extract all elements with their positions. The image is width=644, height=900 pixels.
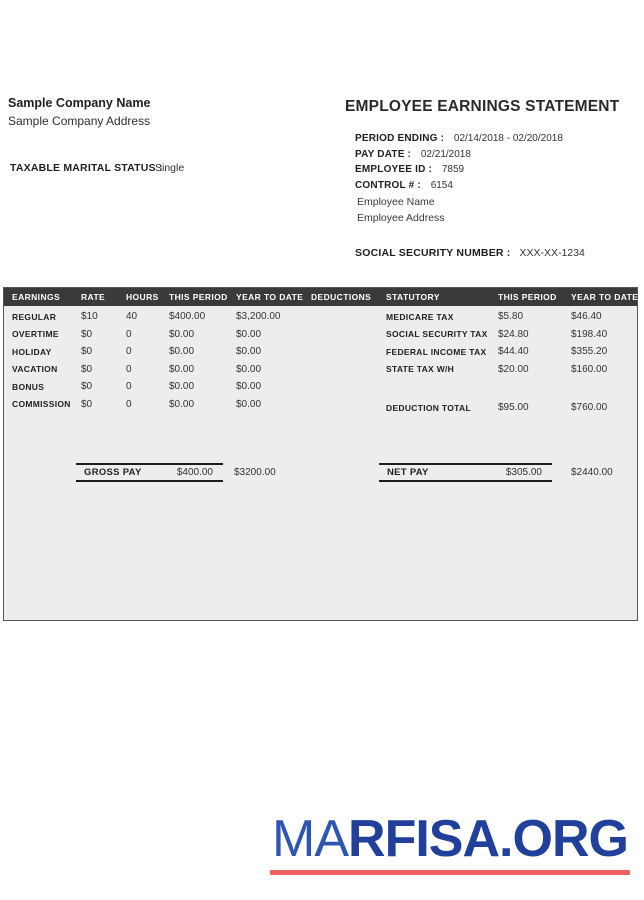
employee-address: Employee Address	[357, 212, 445, 224]
earnings-row-rate: $0	[81, 346, 93, 358]
statutory-row-label: STATE TAX W/H	[386, 364, 455, 375]
net-pay-this-period: $305.00	[505, 467, 542, 478]
net-pay-row	[379, 463, 552, 482]
earnings-row-label: COMMISSION	[12, 399, 71, 410]
statutory-row-this-period: $20.00	[498, 363, 529, 375]
header-this-period-2: THIS PERIOD	[498, 292, 557, 302]
statutory-row-ytd: $160.00	[571, 363, 608, 375]
employee-name: Employee Name	[357, 196, 435, 208]
taxable-marital-status-value: Single	[155, 162, 185, 174]
earnings-row-ytd: $0.00	[236, 346, 262, 358]
taxable-marital-status-label: TAXABLE MARITAL STATUS :	[10, 162, 163, 174]
earnings-row-this-period: $0.00	[169, 398, 195, 410]
earnings-row-ytd: $0.00	[236, 398, 262, 410]
earnings-row-hours: 0	[126, 398, 132, 410]
deduction-total-this-period: $95.00	[498, 402, 529, 414]
earnings-row-rate: $0	[81, 363, 93, 375]
statutory-row-ytd: $46.40	[571, 311, 602, 323]
header-year-to-date: YEAR TO DATE	[236, 292, 304, 302]
net-pay-label: NET PAY	[387, 467, 429, 478]
pay-date-label: PAY DATE :	[355, 148, 412, 160]
deduction-total-label: DEDUCTION TOTAL	[386, 402, 471, 413]
earnings-row-rate: $0	[81, 381, 93, 393]
statutory-rows	[386, 308, 644, 378]
marfisa-logo-underline	[270, 870, 630, 875]
employee-id-value: 7859	[441, 164, 465, 175]
earnings-table	[3, 287, 638, 621]
statutory-row-this-period: $24.80	[498, 328, 529, 340]
earnings-row-hours: 0	[126, 381, 132, 393]
earnings-row-hours: 0	[126, 363, 132, 375]
earnings-row-this-period: $0.00	[169, 363, 195, 375]
deduction-total-row	[386, 399, 644, 417]
pay-date-row	[355, 147, 563, 163]
control-number-label: CONTROL # :	[355, 179, 421, 191]
earnings-row-this-period: $0.00	[169, 381, 195, 393]
company-name: Sample Company Name	[8, 96, 151, 110]
header-year-to-date-2: YEAR TO DATE	[571, 292, 639, 302]
header-deductions: DEDUCTIONS	[311, 292, 372, 302]
statutory-row-this-period: $44.40	[498, 346, 529, 358]
employee-id-label: EMPLOYEE ID :	[355, 164, 433, 175]
earnings-row-label: BONUS	[12, 381, 45, 392]
earnings-row-hours: 0	[126, 328, 132, 340]
earnings-row-hours: 40	[126, 311, 138, 323]
earnings-row-label: OVERTIME	[12, 329, 59, 340]
statutory-row-ytd: $198.40	[571, 328, 608, 340]
header-this-period: THIS PERIOD	[169, 292, 228, 302]
marfisa-logo	[252, 810, 644, 875]
header-statutory: STATUTORY	[386, 292, 440, 302]
control-number-row	[355, 178, 563, 194]
earnings-row-rate: $0	[81, 398, 93, 410]
ssn-row	[355, 247, 585, 259]
statutory-row-this-period: $5.80	[498, 311, 524, 323]
earnings-row-ytd: $0.00	[236, 328, 262, 340]
earnings-table-header	[4, 288, 637, 306]
taxable-marital-status-row	[10, 162, 185, 174]
statutory-row-label: FEDERAL INCOME TAX	[386, 346, 487, 357]
employee-id-row	[355, 162, 563, 178]
net-pay-ytd: $2440.00	[571, 467, 613, 478]
earnings-rows	[12, 308, 316, 413]
header-rate: RATE	[81, 292, 106, 302]
marfisa-logo-text	[252, 810, 644, 868]
earnings-row-hours: 0	[126, 346, 132, 358]
gross-pay-row	[76, 463, 223, 482]
header-hours: HOURS	[126, 292, 159, 302]
marfisa-logo-text-light: MA	[272, 810, 349, 868]
earnings-row-label: VACATION	[12, 364, 58, 375]
earnings-row-rate: $0	[81, 328, 93, 340]
header-earnings: EARNINGS	[12, 292, 61, 302]
earnings-row-this-period: $0.00	[169, 346, 195, 358]
earnings-row-ytd: $0.00	[236, 381, 262, 393]
earnings-row-this-period: $400.00	[169, 311, 206, 323]
earnings-row-this-period: $0.00	[169, 328, 195, 340]
period-ending-value: 02/14/2018 - 02/20/2018	[453, 133, 563, 144]
marfisa-logo-text-dark: RFISA.ORG	[348, 810, 628, 868]
statutory-row-label: SOCIAL SECURITY TAX	[386, 329, 488, 340]
gross-pay-label: GROSS PAY	[84, 467, 142, 478]
earnings-row-label: HOLIDAY	[12, 346, 52, 357]
company-address: Sample Company Address	[8, 114, 151, 128]
ssn-label: SOCIAL SECURITY NUMBER :	[355, 247, 511, 259]
statement-title: EMPLOYEE EARNINGS STATEMENT	[345, 98, 620, 115]
pay-date-value: 02/21/2018	[420, 148, 471, 160]
statutory-row-label: MEDICARE TAX	[386, 311, 454, 322]
gross-pay-ytd: $3200.00	[234, 467, 276, 478]
deduction-total-ytd: $760.00	[571, 402, 608, 414]
control-number-value: 6154	[430, 179, 453, 191]
earnings-row-label: REGULAR	[12, 311, 57, 322]
period-ending-row	[355, 131, 563, 147]
period-ending-label: PERIOD ENDING :	[355, 133, 445, 144]
gross-pay-this-period: $400.00	[176, 467, 213, 478]
statutory-row-ytd: $355.20	[571, 346, 608, 358]
ssn-value: XXX-XX-1234	[519, 247, 585, 259]
statement-fields	[355, 131, 563, 193]
earnings-row-rate: $10	[81, 311, 98, 323]
earnings-row-ytd: $0.00	[236, 363, 262, 375]
earnings-row-ytd: $3,200.00	[236, 311, 281, 323]
